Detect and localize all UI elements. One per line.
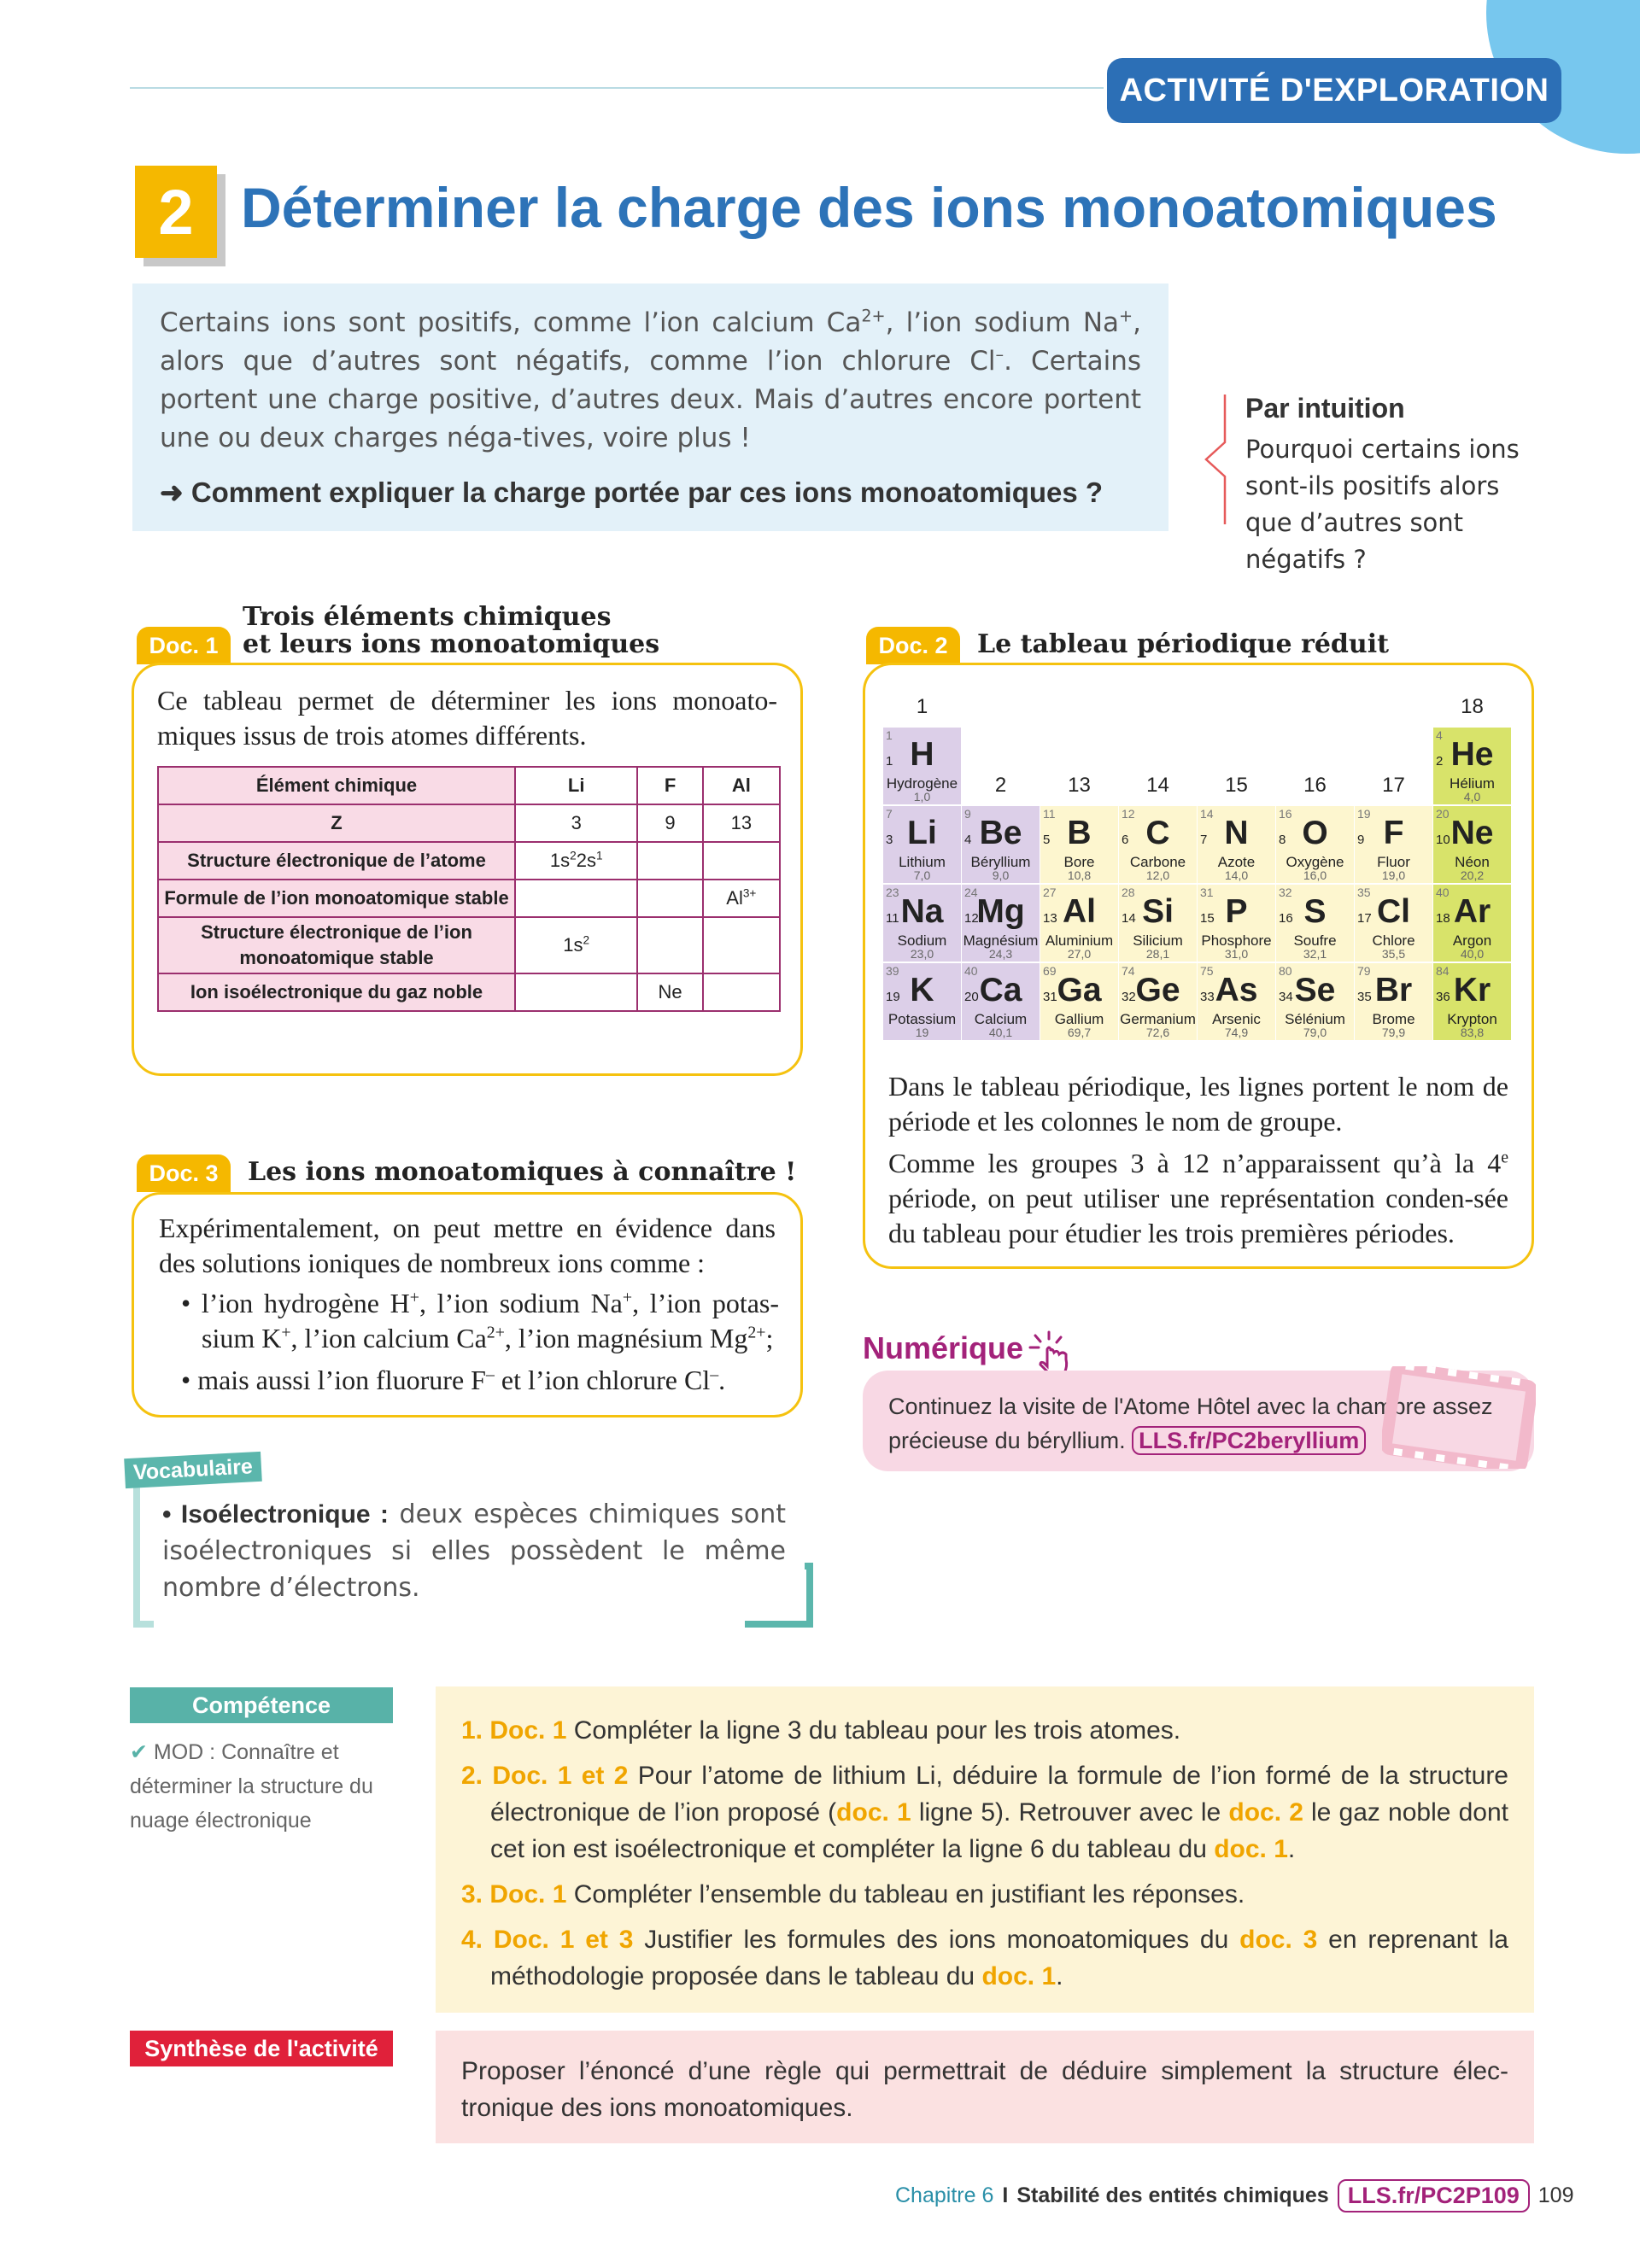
element-mass: 69,7 — [1067, 1026, 1092, 1039]
element-symbol: Ge — [1135, 972, 1180, 1008]
table-row — [158, 842, 780, 880]
synthese-text: Proposer l’énoncé d’une règle qui permettrait de déduire simplement la structure élec-tronique des ions monoatomiques. — [436, 2031, 1534, 2143]
element-mass: 24,3 — [988, 947, 1013, 961]
table-row — [158, 917, 780, 973]
element-name: Fluor — [1377, 854, 1410, 870]
atomic-number: 33 — [1200, 990, 1215, 1004]
element-mass: 16,0 — [1303, 868, 1327, 882]
element-name: Sélénium — [1285, 1011, 1345, 1027]
element-symbol: Si — [1142, 893, 1174, 930]
table-row — [158, 973, 780, 1011]
element-name: Krypton — [1447, 1011, 1497, 1027]
atomic-number: 36 — [1436, 990, 1450, 1004]
element-name: Oxygène — [1286, 854, 1344, 870]
doc3-tag: Doc. 3 — [137, 1154, 231, 1192]
atomic-mass-number: 9 — [964, 807, 971, 821]
doc1-tag: Doc. 1 — [137, 627, 231, 664]
doc2-title: Le tableau périodique réduit — [977, 629, 1389, 659]
table-row-label: Structure électronique de l’atome — [158, 842, 515, 880]
atomic-number: 12 — [964, 911, 979, 926]
vocab-tag: Vocabulaire — [124, 1452, 261, 1488]
element-symbol: He — [1450, 736, 1494, 773]
doc1-title-line1: Trois éléments chimiques — [243, 602, 612, 632]
question-item — [461, 1921, 1508, 1995]
element-mass: 72,6 — [1145, 1026, 1170, 1039]
element-mass: 79,0 — [1303, 1026, 1327, 1039]
question-item — [461, 1876, 1508, 1913]
element-symbol: Li — [907, 815, 937, 851]
element-mass: 40,1 — [988, 1026, 1013, 1039]
table-cell: Ne — [637, 973, 702, 1011]
element-cell-ga — [1040, 963, 1118, 1040]
element-name: Germanium — [1120, 1011, 1196, 1027]
element-name: Phosphore — [1201, 932, 1272, 949]
film-strip-icon — [1382, 1366, 1536, 1469]
element-name: Néon — [1455, 854, 1490, 870]
atomic-number: 17 — [1357, 911, 1372, 926]
atomic-mass-number: 40 — [1436, 886, 1450, 899]
group-label: 18 — [1461, 695, 1484, 718]
atomic-mass-number: 12 — [1122, 807, 1135, 821]
element-symbol: Mg — [976, 893, 1025, 930]
atomic-mass-number: 39 — [886, 964, 899, 978]
question-ref: Doc. 1 — [489, 1880, 567, 1909]
questions-box — [436, 1686, 1534, 2013]
atomic-number: 7 — [1200, 833, 1208, 847]
table-cell: $1s^22s^1$ — [515, 842, 637, 880]
element-cell-br — [1355, 963, 1432, 1040]
table-cell — [515, 973, 637, 1011]
footer-chapter: Chapitre 6 — [895, 2183, 994, 2207]
element-name: Aluminium — [1045, 932, 1114, 949]
atomic-number: 5 — [1043, 833, 1051, 847]
element-symbol: F — [1383, 815, 1404, 851]
atomic-number: 1 — [886, 754, 893, 769]
atomic-number: 4 — [964, 833, 972, 847]
doc3-bullets — [181, 1286, 779, 1398]
table-row-label: Ion isoélectronique du gaz noble — [158, 973, 515, 1011]
atomic-number: 9 — [1357, 833, 1365, 847]
doc2-text1: Dans le tableau périodique, les lignes portent le nom de période et les colonnes le nom de groupe. — [888, 1071, 1508, 1137]
doc1-title-line2: et leurs ions monoatomiques — [243, 629, 660, 659]
periodic-table — [883, 692, 1515, 1050]
table-header-cell: F — [637, 767, 702, 804]
element-mass: 35,5 — [1381, 947, 1406, 961]
element-cell-mg — [962, 885, 1040, 962]
element-symbol: S — [1303, 893, 1327, 930]
atomic-number: 34 — [1279, 990, 1293, 1004]
element-cell-o — [1276, 806, 1354, 883]
question-number: 2. — [461, 1762, 483, 1790]
element-mass: 12,0 — [1145, 868, 1170, 882]
atomic-number: 10 — [1436, 833, 1450, 847]
atomic-mass-number: 1 — [886, 728, 893, 742]
element-mass: 32,1 — [1303, 947, 1327, 961]
table-cell: $Al^{3+}$ — [703, 880, 780, 917]
table-row-label: Z — [158, 804, 515, 842]
competence-text — [130, 1735, 395, 1838]
atomic-mass-number: 20 — [1436, 807, 1450, 821]
doc3-bullet: • mais aussi l’ion fluorure F– et l’ion chlorure Cl–. — [181, 1365, 726, 1395]
atomic-number: 8 — [1279, 833, 1286, 847]
element-mass: 19,0 — [1381, 868, 1406, 882]
element-mass: 31,0 — [1224, 947, 1249, 961]
element-symbol: Ca — [979, 972, 1022, 1008]
element-mass: 28,1 — [1145, 947, 1170, 961]
question-ref: Doc. 1 et 2 — [492, 1762, 629, 1790]
intuition-title: Par intuition — [1245, 393, 1405, 424]
element-symbol: Kr — [1453, 972, 1491, 1008]
element-cell-ca — [962, 963, 1040, 1040]
element-name: Magnésium — [963, 932, 1039, 949]
atomic-number: 6 — [1122, 833, 1129, 847]
element-mass: 23,0 — [910, 947, 934, 961]
table-cell: 3 — [515, 804, 637, 842]
doc3-text: Expérimentalement, on peut mettre en évidence dans des solutions ioniques de nombreux ions comme : — [159, 1213, 776, 1278]
table-row — [158, 804, 780, 842]
table-cell — [703, 842, 780, 880]
table-row — [158, 880, 780, 917]
doc2-text2: Comme les groupes 3 à 12 n’apparaissent qu’à la 4e période, on peut utiliser une représentation conden-sée du tableau pour étudier les trois premières périodes. — [888, 1148, 1508, 1248]
element-cell-b — [1040, 806, 1118, 883]
page-footer — [895, 2179, 1574, 2212]
doc1-table — [157, 766, 781, 1012]
element-cell-c — [1119, 806, 1197, 883]
doc3-title: Les ions monoatomiques à connaître ! — [248, 1157, 797, 1187]
element-symbol: Be — [979, 815, 1022, 851]
synthese-tag: Synthèse de l'activité — [130, 2031, 393, 2066]
element-symbol: Ne — [1450, 815, 1494, 851]
table-cell — [637, 917, 702, 973]
atomic-mass-number: 28 — [1122, 886, 1135, 899]
doc3-bullet: • l’ion hydrogène H+, l’ion sodium Na+, l’ion potas-sium K+, l’ion calcium $Ca^{2+}$, l’ion magnésium $Mg^{2+}$; — [181, 1288, 780, 1353]
footer-chapter-title: Stabilité des entités chimiques — [1016, 2183, 1329, 2207]
element-cell-ne — [1433, 806, 1511, 883]
numerique-title: Numérique — [863, 1330, 1024, 1365]
element-mass: 9,0 — [992, 868, 1010, 882]
element-name: Sodium — [897, 932, 947, 949]
element-symbol: K — [910, 972, 934, 1008]
vocab-term: • Isoélectronique : — [162, 1500, 389, 1529]
doc2-tag: Doc. 2 — [866, 627, 960, 664]
element-mass: 27,0 — [1067, 947, 1092, 961]
atomic-number: 3 — [886, 833, 893, 847]
atomic-mass-number: 16 — [1279, 807, 1292, 821]
atomic-mass-number: 31 — [1200, 886, 1214, 899]
element-name: Potassium — [887, 1011, 957, 1027]
atomic-mass-number: 35 — [1357, 886, 1371, 899]
competence-desc: MOD : Connaître et déterminer la structure du nuage électronique — [130, 1740, 373, 1833]
element-mass: 79,9 — [1381, 1026, 1406, 1039]
element-symbol: Ga — [1057, 972, 1102, 1008]
group-label: 2 — [994, 774, 1007, 797]
table-cell: 9 — [637, 804, 702, 842]
question-number: 4. — [461, 1926, 483, 1954]
table-cell — [703, 917, 780, 973]
atomic-number: 13 — [1043, 911, 1057, 926]
element-cell-na — [883, 885, 961, 962]
group-label: 15 — [1225, 774, 1248, 797]
atomic-mass-number: 79 — [1357, 964, 1371, 978]
element-name: Carbone — [1129, 854, 1186, 870]
atomic-mass-number: 7 — [886, 807, 893, 821]
element-mass: 74,9 — [1224, 1026, 1249, 1039]
element-mass: 20,2 — [1460, 868, 1485, 882]
page-number: 109 — [1538, 2183, 1574, 2207]
table-header-row — [158, 767, 780, 804]
atomic-mass-number: 14 — [1200, 807, 1214, 821]
question-text: Compléter la ligne 3 du tableau pour les trois atomes. — [573, 1716, 1181, 1745]
element-name: Soufre — [1293, 932, 1337, 949]
vocab-definition: deux espèces chimiques sont isoélectroniques si elles possèdent le même nombre d’électrons. — [162, 1499, 786, 1603]
element-symbol: Na — [900, 893, 944, 930]
element-name: Hydrogène — [886, 775, 958, 792]
element-mass: 14,0 — [1224, 868, 1249, 882]
element-cell-kr — [1433, 963, 1511, 1040]
question-number: 1. — [461, 1716, 483, 1745]
element-cell-cl — [1355, 885, 1432, 962]
element-symbol: Ar — [1453, 893, 1491, 930]
table-row-label: Structure électronique de l’ion monoatomique stable — [158, 917, 515, 973]
element-symbol: H — [910, 736, 934, 773]
atomic-mass-number: 40 — [964, 964, 978, 978]
intro-question: ➜ Comment expliquer la charge portée par ces ions monoatomiques ? — [160, 476, 1104, 508]
atomic-number: 18 — [1436, 911, 1450, 926]
intro-paragraph: Certains ions sont positifs, comme l’ion calcium $Ca^{2+}$, l’ion sodium Na+, alors que d’autres sont négatifs, comme l’ion chlorure Cl–. Certains portent une charge positive, d’autres deux. Mais d’autres encore portent une ou deux charges néga-tives, voire plus ! — [160, 306, 1141, 453]
table-header-cell: Li — [515, 767, 637, 804]
question-ref: Doc. 1 et 3 — [493, 1926, 634, 1954]
group-label: 16 — [1303, 774, 1327, 797]
element-cell-as — [1198, 963, 1275, 1040]
element-cell-be — [962, 806, 1040, 883]
pointer-click-icon — [1025, 1330, 1080, 1375]
element-cell-k — [883, 963, 961, 1040]
page-title: Déterminer la charge des ions monoatomiques — [241, 176, 1497, 239]
atomic-number: 2 — [1436, 754, 1444, 769]
element-cell-n — [1198, 806, 1275, 883]
element-symbol: As — [1215, 972, 1258, 1008]
atomic-number: 20 — [964, 990, 979, 1004]
question-item — [461, 1757, 1508, 1868]
table-cell: 13 — [703, 804, 780, 842]
element-name: Silicium — [1133, 932, 1183, 949]
question-number: 3. — [461, 1880, 483, 1909]
atomic-mass-number: 75 — [1200, 964, 1214, 978]
question-item — [461, 1712, 1508, 1749]
atomic-number: 31 — [1043, 990, 1057, 1004]
group-label: 1 — [916, 695, 928, 718]
atomic-number: 15 — [1200, 911, 1215, 926]
atomic-mass-number: 84 — [1436, 964, 1450, 978]
element-symbol: Cl — [1377, 893, 1410, 930]
question-text: Justifier les formules des ions monoatomiques du doc. 3 en reprenant la méthodologie proposée dans le tableau du doc. 1. — [490, 1926, 1508, 1990]
intuition-text: Pourquoi certains ions sont-ils positifs alors que d’autres sont négatifs ? — [1245, 435, 1520, 574]
element-symbol: N — [1224, 815, 1249, 851]
atomic-mass-number: 27 — [1043, 886, 1057, 899]
element-symbol: C — [1145, 815, 1170, 851]
element-name: Hélium — [1450, 775, 1495, 792]
element-name: Lithium — [899, 854, 946, 870]
element-name: Gallium — [1054, 1011, 1104, 1027]
element-mass: 1,0 — [913, 790, 931, 804]
element-symbol: Al — [1063, 893, 1096, 930]
element-cell-ge — [1119, 963, 1197, 1040]
competence-tag: Compétence — [130, 1687, 393, 1723]
element-name: Bore — [1063, 854, 1095, 870]
question-text: Compléter l’ensemble du tableau en justifiant les réponses. — [573, 1880, 1245, 1909]
group-label: 14 — [1146, 774, 1169, 797]
atomic-number: 19 — [886, 990, 900, 1004]
atomic-mass-number: 4 — [1436, 728, 1443, 742]
element-cell-h — [883, 728, 961, 804]
element-symbol: B — [1067, 815, 1092, 851]
element-mass: 7,0 — [913, 868, 931, 882]
atomic-mass-number: 80 — [1279, 964, 1292, 978]
element-cell-se — [1276, 963, 1354, 1040]
question-ref: Doc. 1 — [489, 1716, 567, 1745]
element-cell-f — [1355, 806, 1432, 883]
element-name: Calcium — [974, 1011, 1028, 1027]
element-cell-s — [1276, 885, 1354, 962]
element-mass: 4,0 — [1463, 790, 1481, 804]
atomic-number: 14 — [1122, 911, 1136, 926]
numerique-link[interactable]: LLS.fr/PC2beryllium — [1132, 1426, 1366, 1455]
element-cell-si — [1119, 885, 1197, 962]
element-cell-ar — [1433, 885, 1511, 962]
element-name: Azote — [1217, 854, 1256, 870]
element-cell-li — [883, 806, 961, 883]
top-rule — [130, 87, 1104, 89]
doc3-bullet-text: mais aussi l’ion fluorure F– et l’ion chlorure Cl–. — [197, 1365, 726, 1395]
atomic-mass-number: 74 — [1122, 964, 1135, 978]
doc1-text: Ce tableau permet de déterminer les ions monoato-miques issus de trois atomes différents. — [157, 685, 777, 751]
element-mass: 83,8 — [1460, 1026, 1485, 1039]
intro-box — [132, 284, 1168, 531]
element-name: Brome — [1372, 1011, 1415, 1027]
atomic-mass-number: 11 — [1043, 807, 1056, 821]
table-cell — [637, 880, 702, 917]
table-header-label: Élément chimique — [158, 767, 515, 804]
bracket-icon — [1203, 391, 1228, 528]
atomic-mass-number: 32 — [1279, 886, 1292, 899]
activity-badge: ACTIVITÉ D'EXPLORATION — [1107, 58, 1561, 123]
group-label: 17 — [1382, 774, 1405, 797]
atomic-number: 32 — [1122, 990, 1136, 1004]
table-cell: $1s^2$ — [515, 917, 637, 973]
element-cell-al — [1040, 885, 1118, 962]
element-mass: 40,0 — [1460, 947, 1485, 961]
element-name: Chlore — [1372, 932, 1415, 949]
table-row-label: Formule de l’ion monoatomique stable — [158, 880, 515, 917]
footer-separator: I — [1002, 2183, 1009, 2207]
element-symbol: Se — [1294, 972, 1336, 1008]
table-header-cell: Al — [703, 767, 780, 804]
atomic-number: 11 — [886, 911, 899, 926]
element-mass: 10,8 — [1067, 868, 1092, 882]
atomic-number: 35 — [1357, 990, 1372, 1004]
atomic-number: 16 — [1279, 911, 1293, 926]
footer-link[interactable]: LLS.fr/PC2P109 — [1338, 2179, 1530, 2212]
numerique-text: Continuez la visite de l'Atome Hôtel avec la chambre assez précieuse du béryllium. — [888, 1394, 1493, 1453]
element-name: Béryllium — [970, 854, 1031, 870]
element-name: Argon — [1452, 932, 1492, 949]
element-symbol: Br — [1374, 972, 1413, 1008]
atomic-mass-number: 23 — [886, 886, 899, 899]
vocab-text — [162, 1496, 786, 1606]
table-cell — [637, 842, 702, 880]
element-symbol: P — [1225, 893, 1248, 930]
element-name: Arsenic — [1212, 1011, 1261, 1027]
atomic-mass-number: 24 — [964, 886, 978, 899]
atomic-mass-number: 69 — [1043, 964, 1057, 978]
element-cell-he — [1433, 728, 1511, 804]
table-cell — [515, 880, 637, 917]
table-cell — [703, 973, 780, 1011]
element-cell-p — [1198, 885, 1275, 962]
atomic-mass-number: 19 — [1357, 807, 1371, 821]
doc3-bullet-text: l’ion hydrogène H+, l’ion sodium Na+, l’ion potas-sium K+, l’ion calcium $Ca^{2+}$, l’ion magnésium $Mg^{2+}$; — [201, 1288, 780, 1353]
element-symbol: O — [1302, 815, 1328, 851]
activity-number: 2 — [135, 166, 217, 258]
element-mass: 19 — [915, 1026, 929, 1039]
check-icon: ✔ — [130, 1740, 148, 1764]
question-text: Pour l’atome de lithium Li, déduire la formule de l’ion formé de la structure électronique de l’ion proposé (doc. 1 ligne 5). Retrouver avec le doc. 2 le gaz noble dont cet ion est isoélectronique et compléter la ligne 6 du tableau du doc. 1. — [490, 1762, 1508, 1863]
group-label: 13 — [1068, 774, 1091, 797]
